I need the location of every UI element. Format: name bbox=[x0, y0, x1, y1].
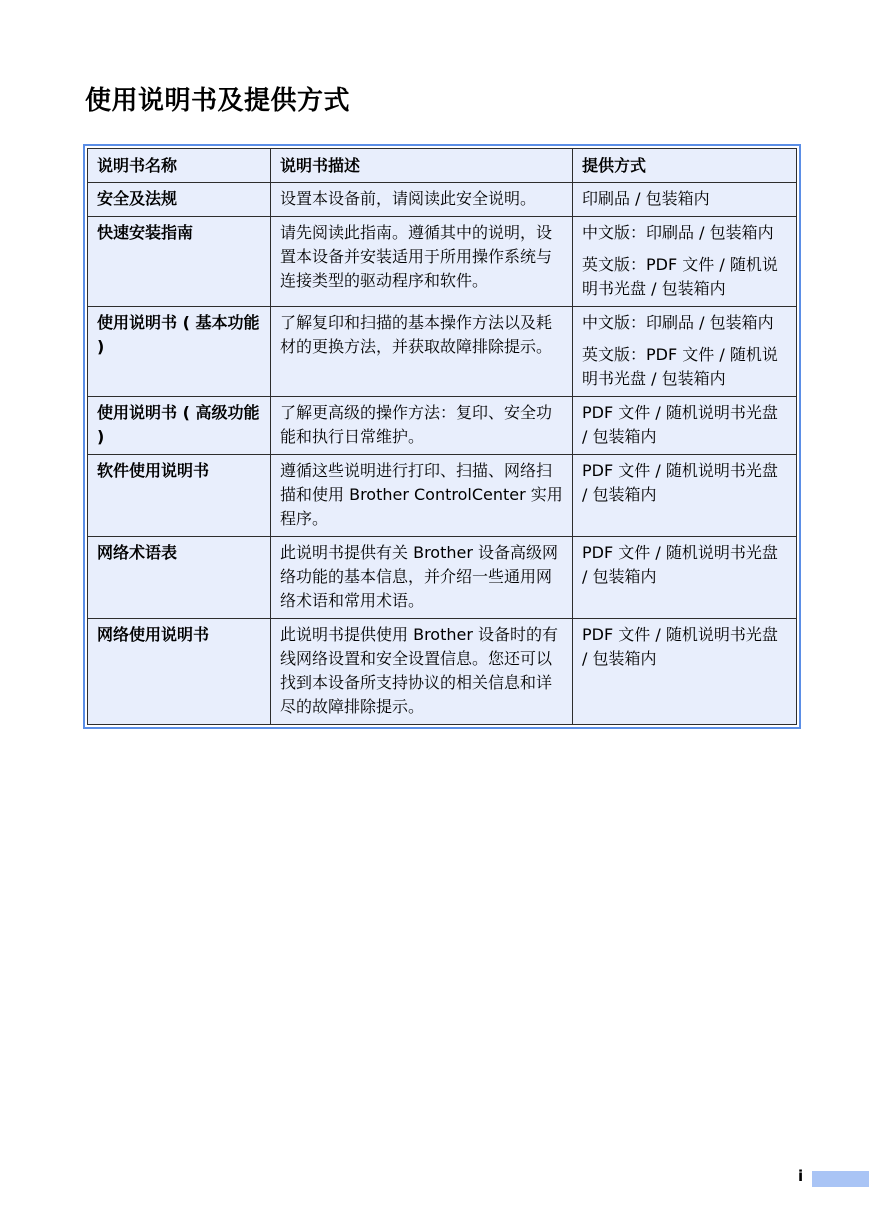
manual-table-frame bbox=[83, 144, 801, 729]
delivery-cell bbox=[573, 619, 797, 725]
delivery-method: 中文版：印刷品 / 包装箱内 bbox=[582, 223, 774, 242]
manual-description: 此说明书提供使用 Brother 设备时的有线网络设置和安全设置信息。您还可以找到本设备所支持协议的相关信息和详尽的故障排除提示。 bbox=[271, 619, 573, 725]
delivery-method: PDF 文件 / 随机说明书光盘 / 包装箱内 bbox=[582, 543, 778, 586]
manual-description: 遵循这些说明进行打印、扫描、网络扫描和使用 Brother ControlCenter 实用程序。 bbox=[271, 455, 573, 537]
manual-name: 安全及法规 bbox=[88, 183, 271, 217]
table-row bbox=[88, 397, 797, 455]
table-row bbox=[88, 217, 797, 307]
header-delivery-method: 提供方式 bbox=[573, 149, 797, 183]
delivery-cell bbox=[573, 455, 797, 537]
delivery-method: 印刷品 / 包装箱内 bbox=[582, 189, 710, 208]
table-row bbox=[88, 537, 797, 619]
manual-name: 网络使用说明书 bbox=[88, 619, 271, 725]
delivery-method: PDF 文件 / 随机说明书光盘 / 包装箱内 bbox=[582, 461, 778, 504]
manual-name: 软件使用说明书 bbox=[88, 455, 271, 537]
page-number: i bbox=[798, 1167, 804, 1185]
delivery-cell bbox=[573, 217, 797, 307]
manual-description: 请先阅读此指南。遵循其中的说明，设置本设备并安装适用于所用操作系统与连接类型的驱动程序和软件。 bbox=[271, 217, 573, 307]
page-tab-marker bbox=[812, 1171, 869, 1187]
manual-name: 网络术语表 bbox=[88, 537, 271, 619]
table-row bbox=[88, 307, 797, 397]
delivery-method: PDF 文件 / 随机说明书光盘 / 包装箱内 bbox=[582, 625, 778, 668]
delivery-cell bbox=[573, 307, 797, 397]
manual-name: 使用说明书 ( 基本功能 ) bbox=[88, 307, 271, 397]
manual-name: 快速安装指南 bbox=[88, 217, 271, 307]
delivery-method: 英文版：PDF 文件 / 随机说明书光盘 / 包装箱内 bbox=[582, 255, 778, 298]
delivery-cell bbox=[573, 537, 797, 619]
table-row bbox=[88, 183, 797, 217]
delivery-cell bbox=[573, 183, 797, 217]
manual-description: 此说明书提供有关 Brother 设备高级网络功能的基本信息，并介绍一些通用网络术语和常用术语。 bbox=[271, 537, 573, 619]
delivery-cell bbox=[573, 397, 797, 455]
header-manual-name: 说明书名称 bbox=[88, 149, 271, 183]
delivery-method: PDF 文件 / 随机说明书光盘 / 包装箱内 bbox=[582, 403, 778, 446]
manual-description: 了解复印和扫描的基本操作方法以及耗材的更换方法，并获取故障排除提示。 bbox=[271, 307, 573, 397]
header-manual-description: 说明书描述 bbox=[271, 149, 573, 183]
manual-description: 了解更高级的操作方法：复印、安全功能和执行日常维护。 bbox=[271, 397, 573, 455]
delivery-method: 中文版：印刷品 / 包装箱内 bbox=[582, 313, 774, 332]
table-row bbox=[88, 619, 797, 725]
table-row bbox=[88, 455, 797, 537]
manual-description: 设置本设备前，请阅读此安全说明。 bbox=[271, 183, 573, 217]
delivery-method: 英文版：PDF 文件 / 随机说明书光盘 / 包装箱内 bbox=[582, 345, 778, 388]
table-header-row bbox=[88, 149, 797, 183]
manual-name: 使用说明书 ( 高级功能 ) bbox=[88, 397, 271, 455]
manual-table bbox=[87, 148, 797, 725]
page-title: 使用说明书及提供方式 bbox=[85, 86, 351, 116]
